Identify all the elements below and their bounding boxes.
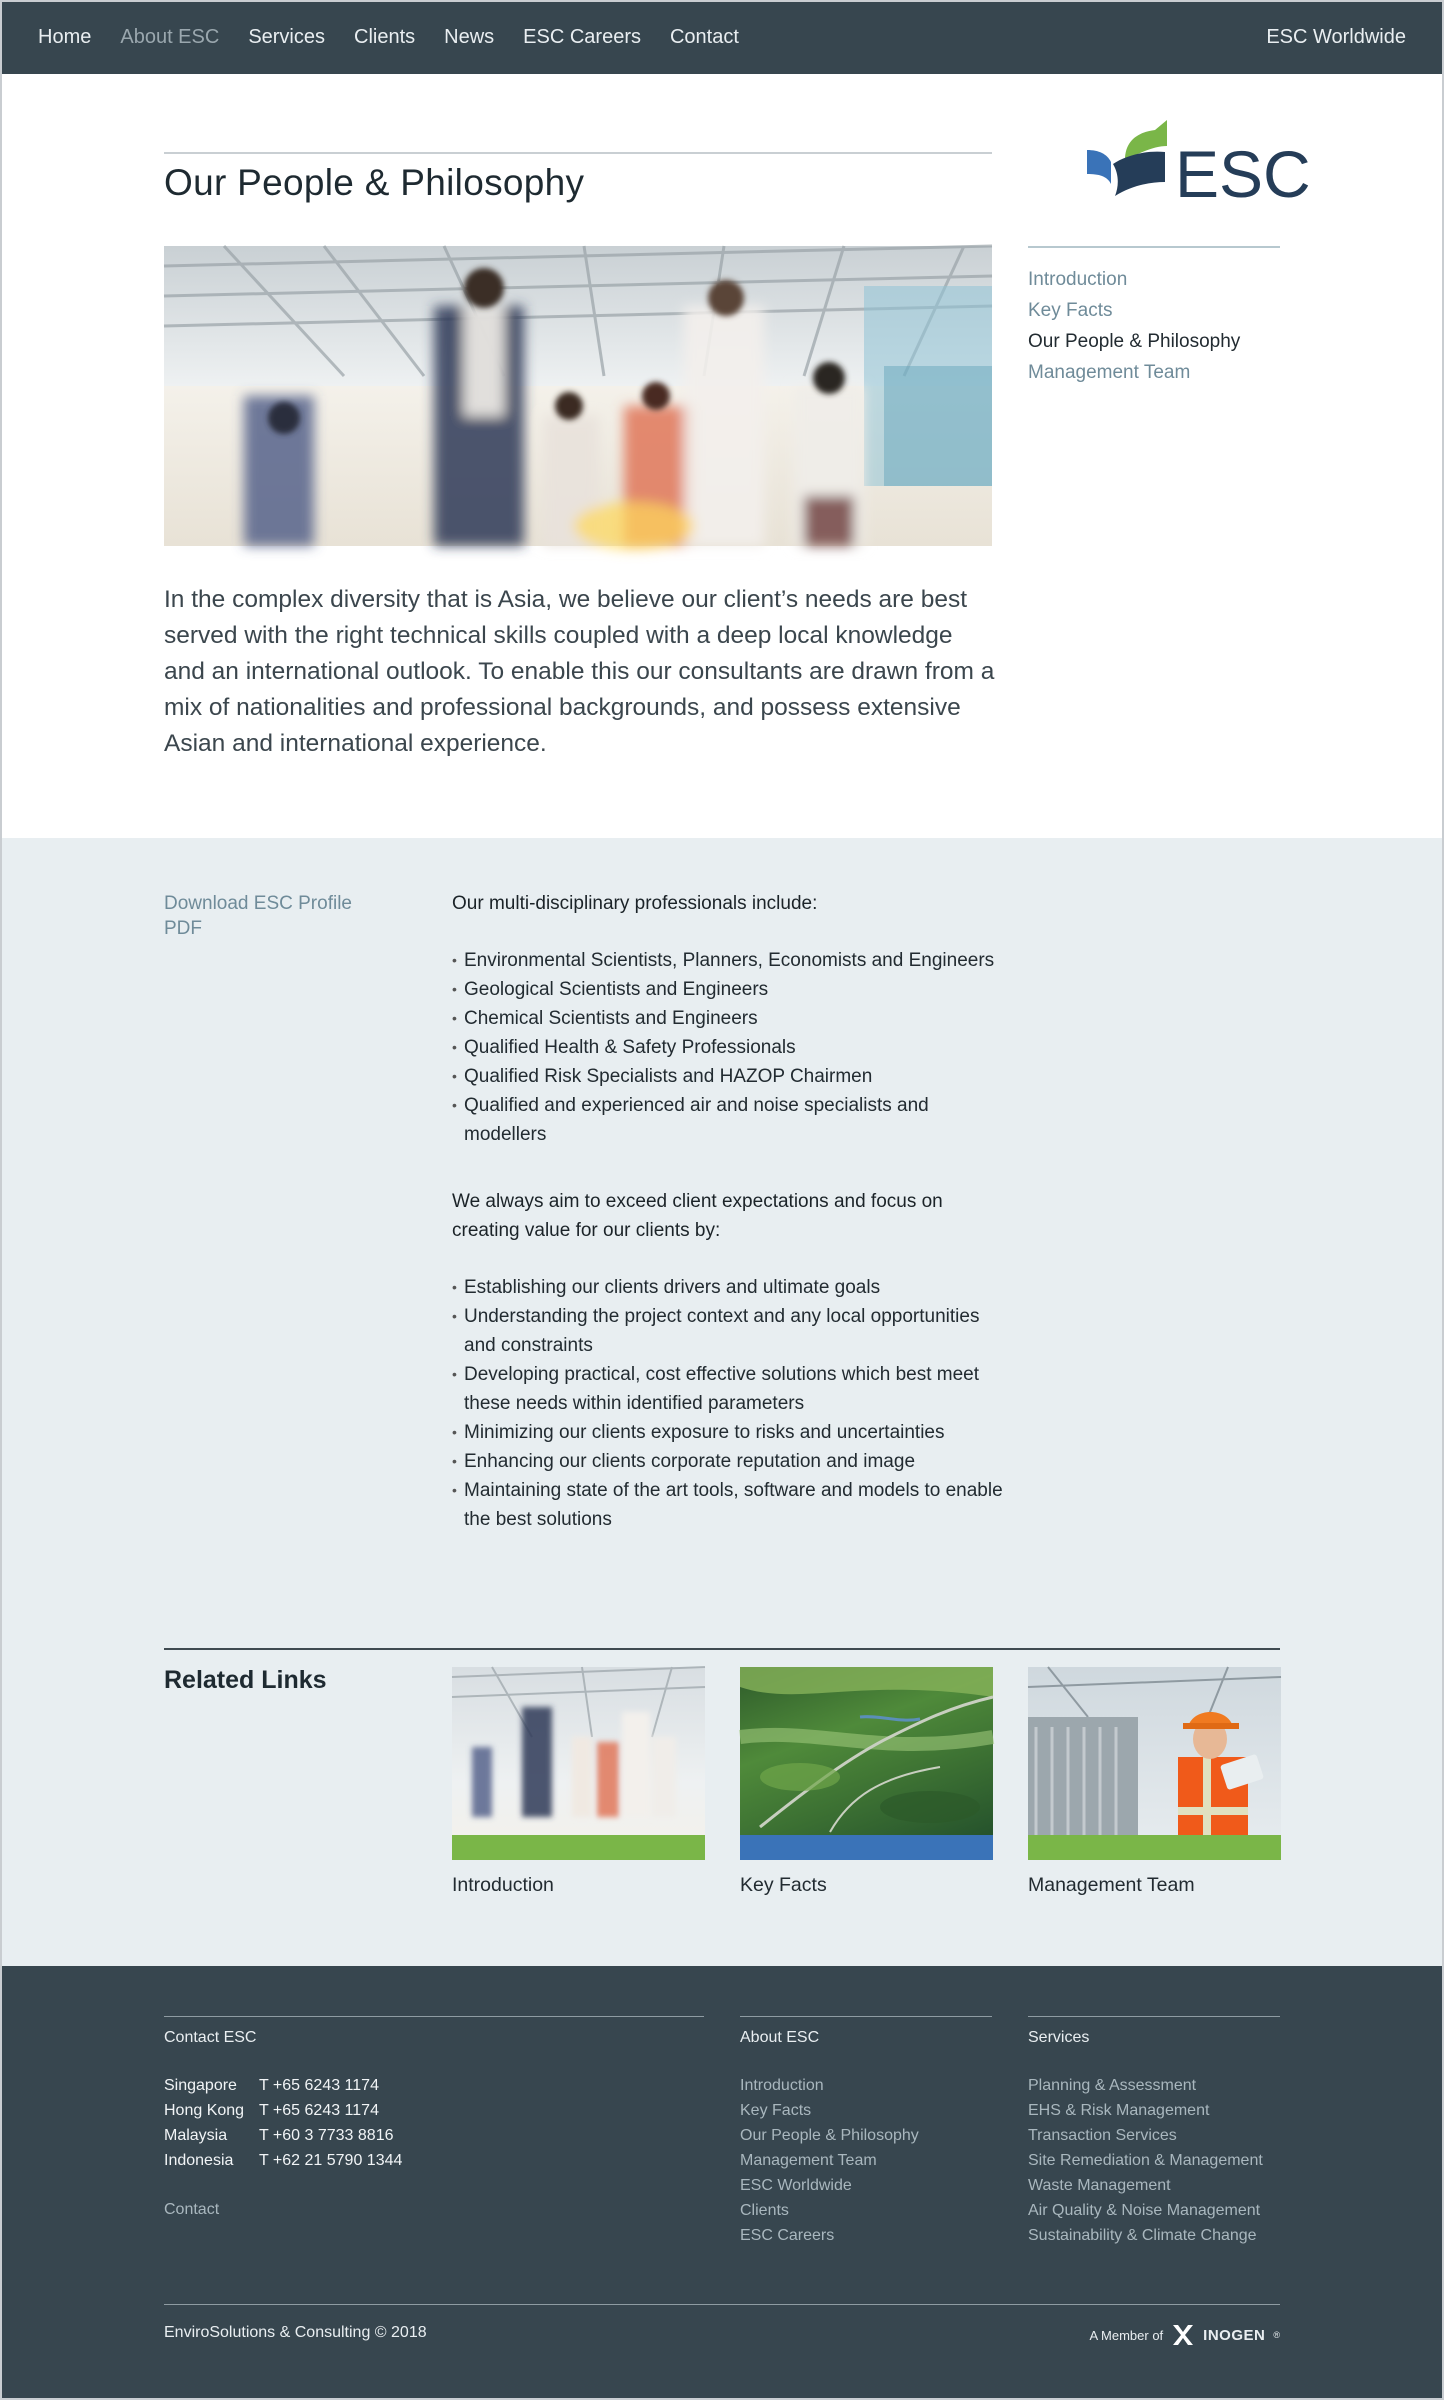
logo-blue-leaf — [1087, 150, 1111, 184]
logo-navy-leaf — [1113, 152, 1165, 196]
office-row — [164, 2098, 704, 2123]
member-prefix: A Member of — [1089, 2327, 1164, 2343]
footer-bottom-rule — [164, 2304, 1280, 2305]
related-thumb — [740, 1667, 993, 1860]
list-item: • Qualified and experienced air and noise specialists and modellers — [452, 1091, 1012, 1149]
side-nav-management-team[interactable]: Management Team — [1028, 362, 1191, 383]
office-row — [164, 2123, 704, 2148]
content-column — [452, 889, 1012, 1572]
related-thumb — [452, 1667, 705, 1860]
site-footer — [0, 1966, 1444, 2400]
list-item: • Understanding the project context and any local opportunities and constraints — [452, 1302, 1012, 1360]
logo-text: ESC — [1175, 137, 1311, 211]
member-of-badge[interactable] — [1089, 2323, 1280, 2347]
related-thumb — [1028, 1667, 1281, 1860]
office-row — [164, 2073, 704, 2098]
footer-link-transaction[interactable]: Transaction Services — [1028, 2127, 1177, 2144]
office-phone: T +65 6243 1174 — [259, 2102, 379, 2119]
office-phone: T +65 6243 1174 — [259, 2077, 379, 2094]
nav-contact[interactable]: Contact — [669, 25, 739, 48]
footer-services-heading: Services — [1028, 2029, 1090, 2046]
related-links-title: Related Links — [164, 1666, 327, 1694]
nav-esc-worldwide[interactable]: ESC Worldwide — [1266, 25, 1406, 48]
hero-image — [164, 246, 992, 546]
nav-about-esc[interactable]: About ESC — [120, 25, 220, 48]
related-card-management-team[interactable] — [1028, 1667, 1281, 1897]
office-country: Singapore — [164, 2077, 237, 2094]
office-phone: T +60 3 7733 8816 — [259, 2127, 394, 2144]
nav-esc-careers[interactable]: ESC Careers — [523, 25, 641, 48]
footer-contact-link[interactable]: Contact — [164, 2201, 220, 2218]
title-divider — [164, 152, 992, 154]
footer-link-esc-worldwide[interactable]: ESC Worldwide — [740, 2177, 852, 2194]
footer-link-key-facts[interactable]: Key Facts — [740, 2102, 812, 2119]
list-item: • Qualified Health & Safety Professionals — [452, 1033, 1012, 1062]
footer-link-planning[interactable]: Planning & Assessment — [1028, 2077, 1197, 2094]
inogen-x-icon — [1171, 2323, 1195, 2347]
footer-link-site-remediation[interactable]: Site Remediation & Management — [1028, 2152, 1263, 2169]
office-row — [164, 2148, 704, 2173]
side-nav-our-people[interactable]: Our People & Philosophy — [1028, 331, 1241, 352]
hero-illustration — [164, 246, 992, 546]
nav-services[interactable]: Services — [248, 25, 326, 48]
professionals-heading: Our multi-disciplinary professionals include: — [452, 893, 818, 914]
footer-contact-column — [164, 2016, 704, 2222]
list-item: • Establishing our clients drivers and ultimate goals — [452, 1273, 1012, 1302]
list-item: • Geological Scientists and Engineers — [452, 975, 1012, 1004]
copyright-text: EnviroSolutions & Consulting © 2018 — [164, 2324, 427, 2341]
intro-paragraph: In the complex diversity that is Asia, we believe our client’s needs are best served with the right technical skills coupled with a deep local knowledge and an international outlook. To enable this our consultants are drawn from a mix of nationalities and professional backgrounds, and possess extensive Asian and international experience. — [164, 586, 995, 757]
list-item: • Maintaining state of the art tools, software and models to enable the best solutions — [452, 1476, 1012, 1534]
list-item: • Qualified Risk Specialists and HAZOP Chairmen — [452, 1062, 1012, 1091]
office-country: Malaysia — [164, 2127, 228, 2144]
footer-column-rule — [740, 2016, 992, 2017]
footer-about-heading: About ESC — [740, 2029, 820, 2046]
related-card-label: Management Team — [1028, 1874, 1195, 1896]
thumb-illustration — [452, 1667, 705, 1860]
footer-link-esc-careers[interactable]: ESC Careers — [740, 2227, 835, 2244]
professionals-list — [452, 946, 1012, 1149]
download-profile-link[interactable]: Download ESC Profile PDF — [164, 893, 352, 939]
office-country: Indonesia — [164, 2152, 234, 2169]
list-item: • Environmental Scientists, Planners, Economists and Engineers — [452, 946, 1012, 975]
related-card-label: Key Facts — [740, 1874, 827, 1896]
thumb-illustration — [1028, 1667, 1281, 1860]
related-card-introduction[interactable] — [452, 1667, 705, 1897]
footer-link-introduction[interactable]: Introduction — [740, 2077, 824, 2094]
side-nav-divider — [1028, 246, 1280, 248]
thumb-illustration — [740, 1667, 993, 1860]
office-country: Hong Kong — [164, 2102, 245, 2119]
footer-column-rule — [1028, 2016, 1280, 2017]
side-nav — [1028, 264, 1240, 388]
card-band — [740, 1835, 993, 1860]
member-brand: INOGEN — [1203, 2326, 1266, 2344]
footer-link-management-team[interactable]: Management Team — [740, 2152, 877, 2169]
footer-link-waste[interactable]: Waste Management — [1028, 2177, 1171, 2194]
nav-home[interactable]: Home — [38, 25, 92, 48]
value-list — [452, 1273, 1012, 1534]
footer-link-air-quality[interactable]: Air Quality & Noise Management — [1028, 2202, 1261, 2219]
nav-items — [38, 26, 739, 49]
footer-link-ehs[interactable]: EHS & Risk Management — [1028, 2102, 1210, 2119]
office-phone: T +62 21 5790 1344 — [259, 2152, 403, 2169]
footer-column-rule — [164, 2016, 704, 2017]
top-nav — [0, 0, 1444, 74]
related-card-key-facts[interactable] — [740, 1667, 993, 1897]
value-heading: We always aim to exceed client expectations and focus on creating value for our clients by: — [452, 1191, 943, 1241]
footer-link-clients[interactable]: Clients — [740, 2202, 789, 2219]
page-title: Our People & Philosophy — [164, 162, 585, 203]
nav-clients[interactable]: Clients — [354, 25, 416, 48]
list-item: • Enhancing our clients corporate reputation and image — [452, 1447, 1012, 1476]
footer-services-column — [1028, 2016, 1280, 2248]
side-nav-key-facts[interactable]: Key Facts — [1028, 300, 1113, 321]
footer-about-column — [740, 2016, 992, 2248]
related-card-label: Introduction — [452, 1874, 554, 1896]
nav-news[interactable]: News — [444, 25, 495, 48]
related-divider — [164, 1648, 1280, 1650]
list-item: • Developing practical, cost effective solutions which best meet these needs within identified parameters — [452, 1360, 1012, 1418]
footer-link-sustainability[interactable]: Sustainability & Climate Change — [1028, 2227, 1257, 2244]
side-nav-introduction[interactable]: Introduction — [1028, 269, 1128, 290]
member-registered-mark: ® — [1273, 2330, 1280, 2340]
card-band — [452, 1835, 705, 1860]
footer-contact-heading: Contact ESC — [164, 2029, 257, 2046]
list-item: • Minimizing our clients exposure to risks and uncertainties — [452, 1418, 1012, 1447]
esc-logo[interactable] — [1085, 116, 1311, 211]
list-item: • Chemical Scientists and Engineers — [452, 1004, 1012, 1033]
footer-link-our-people[interactable]: Our People & Philosophy — [740, 2127, 919, 2144]
card-band — [1028, 1835, 1281, 1860]
